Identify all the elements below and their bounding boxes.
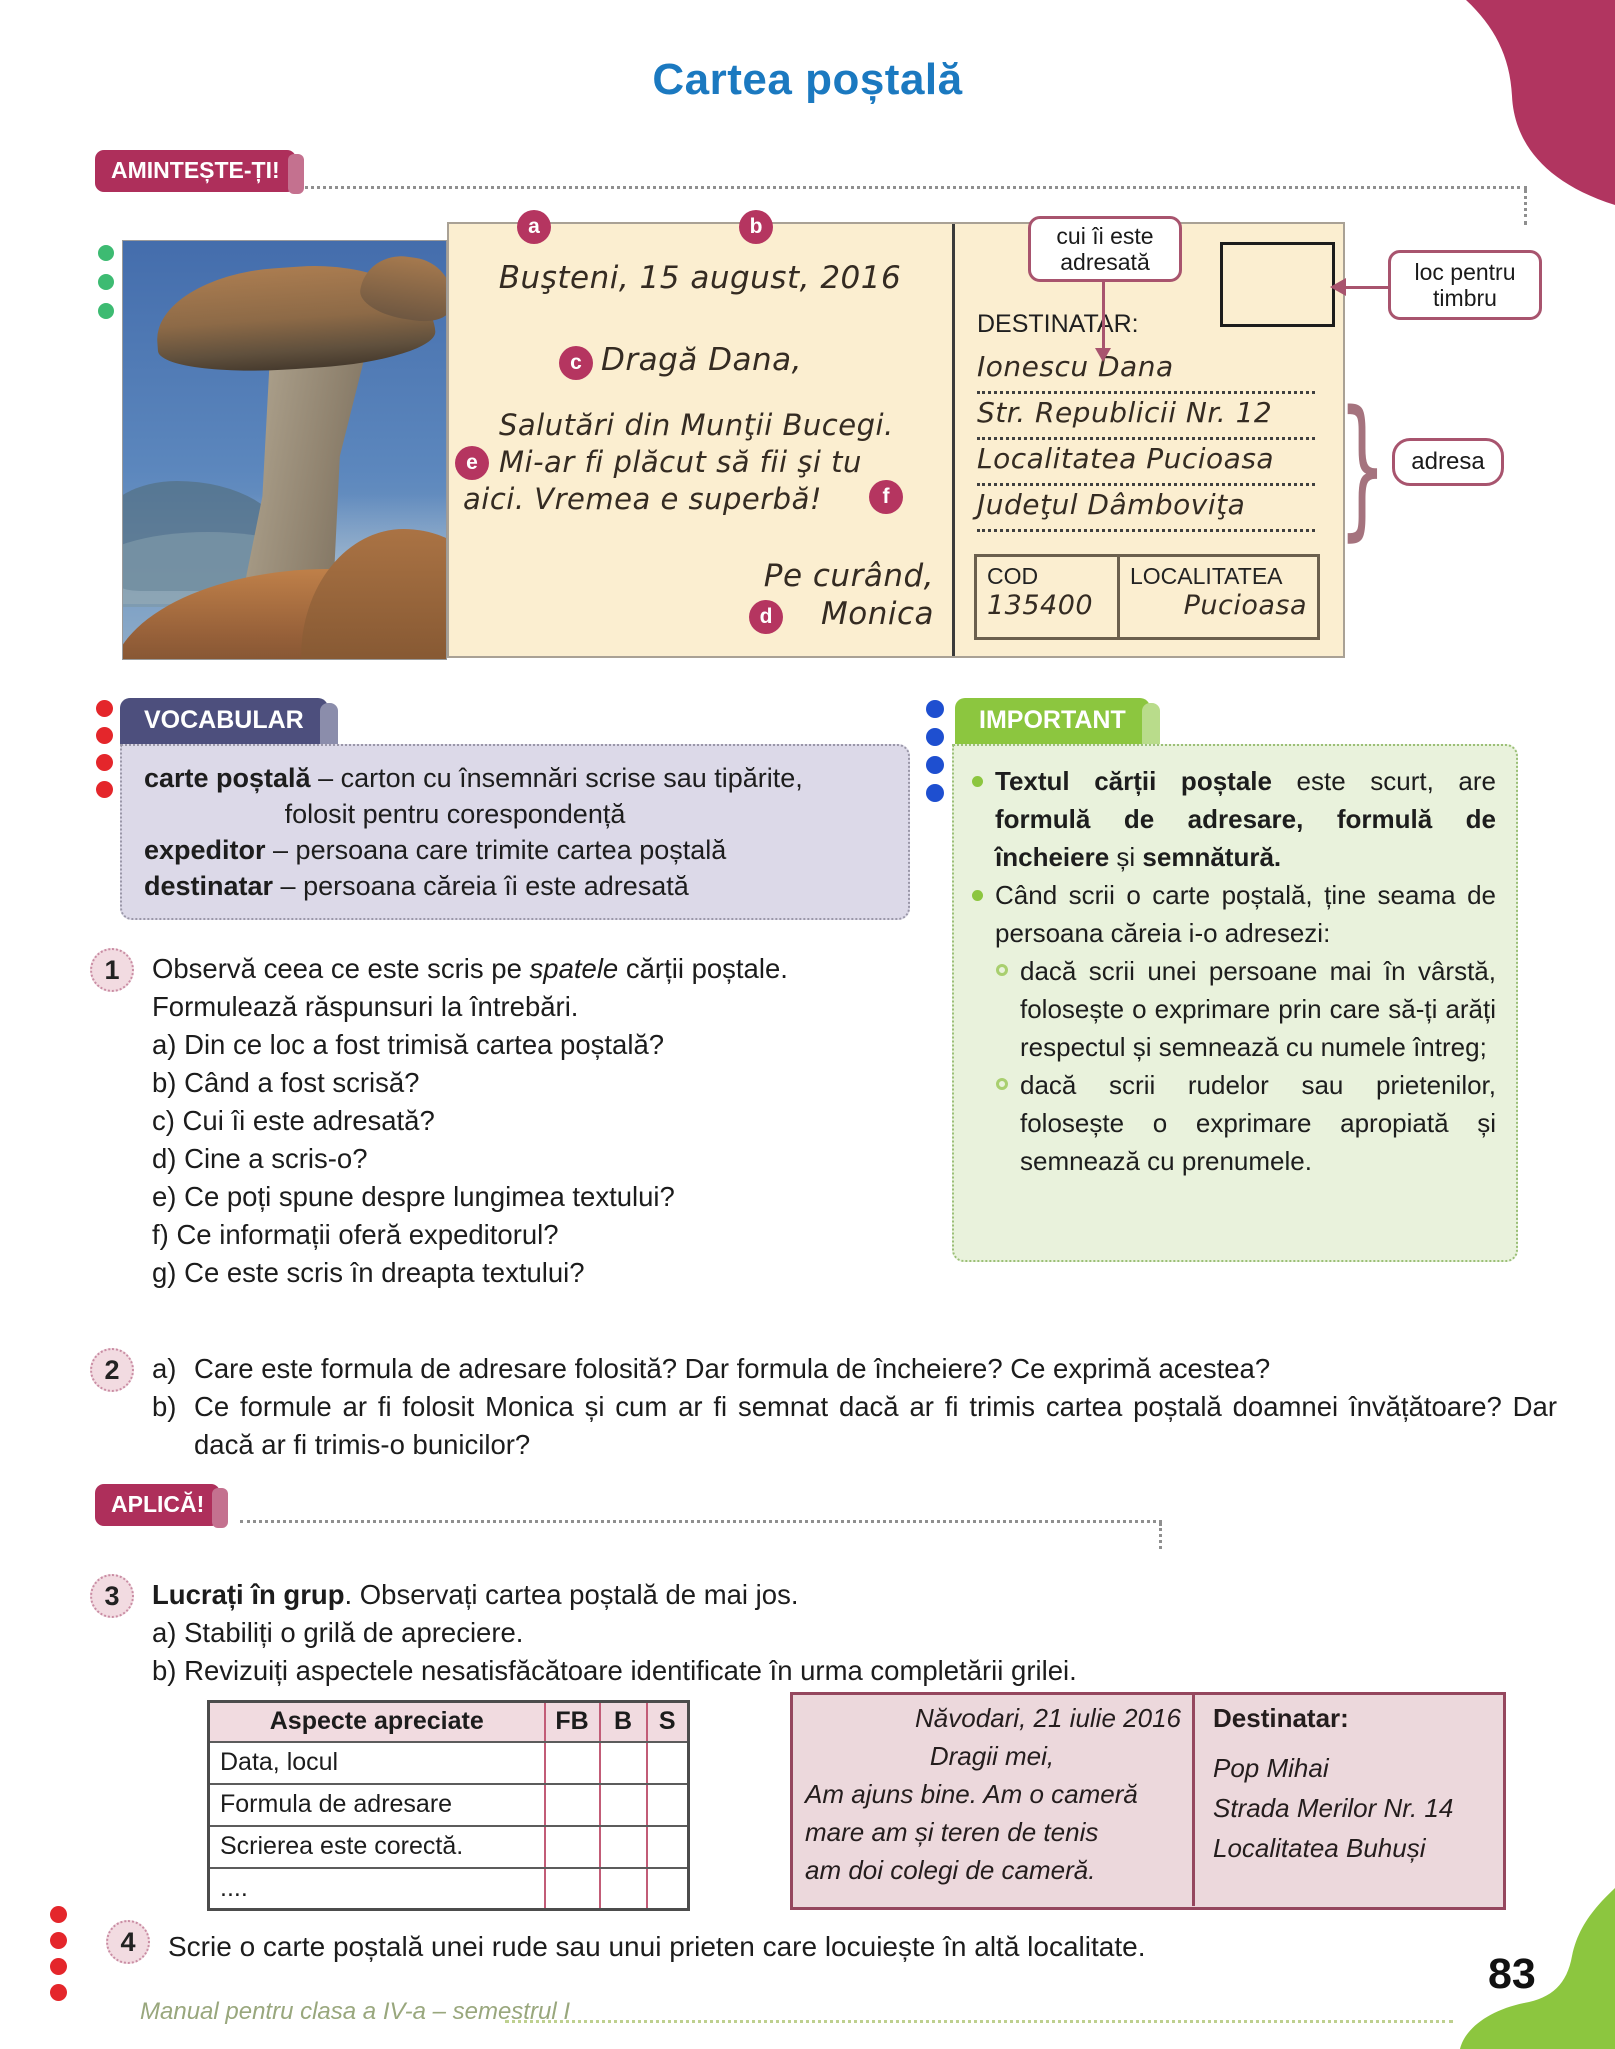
item-text: Care este formula de adresare folosită? Dar formula de încheiere? Ce exprimă acestea?	[194, 1353, 1271, 1384]
important-bullet-1-text	[995, 762, 1496, 876]
important-sub-2	[970, 1066, 1496, 1180]
postcard-example	[447, 215, 1345, 658]
green-ring-icon	[996, 964, 1008, 976]
bold-segment: Textul cărții poștale	[995, 766, 1272, 796]
remember-dotted-rule	[292, 186, 1527, 189]
cod-value: 135400	[987, 590, 1094, 621]
stamp-arrow-head	[1330, 278, 1346, 296]
localitatea-label: LOCALITATEA	[1130, 563, 1283, 589]
green-bullet-icon	[972, 776, 983, 787]
grid-row	[209, 1742, 689, 1784]
exercise-2-qa	[152, 1350, 1557, 1388]
postcard2-addr-street: Strada Merilor Nr. 14	[1213, 1793, 1454, 1823]
text-segment: . Observați cartea poștală de mai jos.	[344, 1579, 799, 1610]
callout-stamp-place: loc pentru timbru	[1388, 250, 1542, 320]
vocab-term: carte poștală	[144, 763, 311, 793]
italic-segment: spatele	[529, 953, 619, 984]
vocab-entry-3	[144, 868, 886, 904]
grid-header: Aspecte apreciate	[209, 1702, 545, 1742]
exercise-3-qa: a) Stabiliți o grilă de apreciere.	[152, 1617, 524, 1648]
callout-address: adresa	[1392, 438, 1504, 486]
text-segment: cărții poștale.	[618, 953, 788, 984]
grid-cell: Scrierea este corectă.	[209, 1826, 545, 1868]
vocab-def: – carton cu însemnări scrise sau tipărite,	[310, 763, 803, 793]
exercise-1	[152, 950, 792, 1292]
exercise-1-qd: d) Cine a scris-o?	[152, 1143, 368, 1174]
exercise-1-qb: b) Când a fost scrisă?	[152, 1067, 420, 1098]
page-number: 83	[1488, 1950, 1536, 1998]
postcard2-addr-name: Pop Mihai	[1213, 1753, 1329, 1783]
vocab-def: – persoana care trimite cartea poștală	[265, 835, 727, 865]
grid-header: B	[600, 1702, 647, 1742]
callout-addressee: cui îi este adresată	[1028, 216, 1182, 282]
green-bullet-icon	[972, 890, 983, 901]
marker-e: e	[455, 446, 489, 480]
exercise-2	[152, 1350, 1557, 1464]
marker-d: d	[749, 600, 783, 634]
postcard-greeting: Dragă Dana,	[601, 342, 803, 378]
bullet-dot-blue	[926, 756, 944, 774]
remember-section-badge: AMINTEȘTE-ȚI!	[95, 150, 296, 192]
vocab-section-title: VOCABULAR	[120, 698, 328, 744]
postcard-body-line2: Mi-ar fi plăcut să fii şi tu	[499, 445, 862, 479]
marker-c: c	[559, 346, 593, 380]
exercise-3-number: 3	[90, 1574, 134, 1618]
grid-header: FB	[545, 1702, 600, 1742]
postcard2-destinatar-label: Destinatar:	[1213, 1703, 1349, 1733]
bullet-dot-green	[98, 274, 114, 290]
important-bullet-1	[970, 762, 1496, 876]
bullet-dot-red	[96, 754, 113, 771]
vocab-entry-1b: folosit pentru corespondență	[284, 799, 626, 829]
vocab-term: expeditor	[144, 835, 266, 865]
vocab-box	[120, 744, 910, 920]
addressee-name: Ionescu Dana	[977, 350, 1315, 394]
exercise-1-qa: a) Din ce loc a fost trimisă cartea poștală?	[152, 1029, 665, 1060]
address-brace: }	[1338, 378, 1387, 555]
bullet-dot-red	[96, 700, 113, 717]
important-bullet-2-text: Când scrii o carte poștală, ține seama de persoana căreia i-o adresezi:	[995, 880, 1496, 948]
exercise-1-qg: g) Ce este scris în dreapta textului?	[152, 1257, 585, 1288]
marker-a: a	[517, 210, 551, 244]
bold-segment: formulă de adresare, formulă de încheiere	[995, 804, 1496, 872]
exercise-1-qc: c) Cui îi este adresată?	[152, 1105, 435, 1136]
page-title: Cartea poștală	[652, 55, 963, 104]
apply-dotted-rule	[240, 1520, 1162, 1523]
cod-label: COD	[987, 563, 1039, 589]
text-segment: și	[1109, 842, 1143, 872]
marker-b: b	[739, 210, 773, 244]
text-segment: este scurt, are	[1271, 766, 1496, 796]
grid-cell-empty	[647, 1742, 689, 1784]
green-ring-icon	[996, 1078, 1008, 1090]
exercise-4-number: 4	[106, 1920, 150, 1964]
item-text: Ce formule ar fi folosit Monica și cum ar fi semnat dacă ar fi trimis cartea poștală doamnei învățătoare? Dar dacă ar fi trimis-o bunicilor?	[194, 1391, 1557, 1460]
postcard-body-line3: aici. Vremea e superbă!	[463, 482, 822, 516]
exercise-3-qb: b) Revizuiți aspectele nesatisfăcătoare identificate în urma completării grilei.	[152, 1655, 1077, 1686]
bullet-dot-red	[96, 781, 113, 798]
exercise-2-number: 2	[90, 1348, 134, 1392]
grid-cell-empty	[600, 1742, 647, 1784]
bullet-dot-green	[98, 303, 114, 319]
important-box	[952, 744, 1518, 1262]
grid-header: S	[647, 1702, 689, 1742]
addressee-arrow-head	[1095, 348, 1111, 362]
postcard-body-line1: Salutări din Munţii Bucegi.	[499, 408, 894, 442]
addressee-city: Localitatea Pucioasa	[977, 442, 1315, 486]
text-segment: Observă ceea ce este scris pe	[152, 953, 530, 984]
grid-cell: Data, locul	[209, 1742, 545, 1784]
localitatea-value: Pucioasa	[1183, 590, 1307, 621]
important-bullet-2	[970, 876, 1496, 952]
postcard-date: Buşteni, 15 august, 2016	[498, 260, 902, 296]
destinatar-label: DESTINATAR:	[977, 310, 1139, 338]
grid-cell: Formula de adresare	[209, 1784, 545, 1826]
important-sub-1-text: dacă scrii unei persoane mai în vârstă, folosește o exprimare prin care să-ți arăți respectul și semnează cu numele întreg;	[1020, 956, 1496, 1062]
vocab-entry-1	[144, 760, 886, 796]
postcard-divider	[952, 224, 955, 656]
corner-ornament-top	[0, 0, 1615, 260]
bold-segment: semnătură.	[1142, 842, 1282, 872]
exercise-3-intro	[152, 1576, 1252, 1614]
grid-cell: ....	[209, 1868, 545, 1910]
exercise-1-qe: e) Ce poți spune despre lungimea textului?	[152, 1181, 675, 1212]
postcard2-body-line3: am doi colegi de cameră.	[805, 1855, 1096, 1885]
exercise-1-intro	[152, 950, 792, 988]
exercise-3	[152, 1576, 1252, 1690]
postal-code-box	[974, 554, 1320, 640]
postal-code-cell	[977, 557, 1120, 637]
footer-manual-label: Manual pentru clasa a IV-a – semestrul I	[140, 1998, 570, 2025]
important-section-title: IMPORTANT	[955, 698, 1150, 744]
stamp-arrow-line	[1346, 286, 1388, 289]
postcard-signature: Monica	[820, 596, 934, 632]
important-sub-2-text: dacă scrii rudelor sau prietenilor, folosește o exprimare apropiată și semnează cu prenumele.	[1020, 1070, 1496, 1176]
bullet-dot-blue	[926, 784, 944, 802]
addressee-county: Judeţul Dâmboviţa	[977, 488, 1315, 532]
localitatea-cell	[1120, 557, 1317, 637]
corner-ornament-bottom	[0, 1789, 1615, 2049]
item-label: b)	[152, 1391, 177, 1422]
bullet-dot-green	[98, 245, 114, 261]
exercise-1-intro2: Formulează răspunsuri la întrebări.	[152, 991, 579, 1022]
grid-header-row	[209, 1702, 689, 1742]
vocab-def: – persoana căreia îi este adresată	[273, 871, 689, 901]
bullet-dot-blue	[926, 728, 944, 746]
addressee-street: Str. Republicii Nr. 12	[977, 396, 1315, 440]
postcard2-addr-city: Localitatea Buhuși	[1213, 1833, 1426, 1863]
exercise-1-qf: f) Ce informații oferă expeditorul?	[152, 1219, 559, 1250]
addressee-arrow-line	[1102, 282, 1105, 348]
postcard2-body-line2: mare am și teren de tenis	[805, 1817, 1099, 1847]
postcard-closing: Pe curând,	[763, 558, 934, 594]
grid-cell-empty	[545, 1742, 600, 1784]
apply-dotted-rule-tail	[1159, 1523, 1162, 1549]
bullet-dot-red	[96, 727, 113, 744]
apply-section-badge: APLICĂ!	[95, 1484, 220, 1526]
item-label: a)	[152, 1353, 177, 1384]
marker-f: f	[869, 480, 903, 514]
postcard2-greeting: Dragii mei,	[929, 1741, 1055, 1771]
vocab-term: destinatar	[144, 871, 274, 901]
vocab-entry-2	[144, 832, 886, 868]
photo-babele-rock	[122, 240, 447, 660]
exercise-4: Scrie o carte poștală unei rude sau unui prieten care locuiește în altă localitate.	[168, 1931, 1146, 1962]
remember-dotted-rule-tail	[1524, 189, 1527, 225]
postcard2-body-line1: Am ajuns bine. Am o cameră	[805, 1779, 1138, 1809]
exercise-1-number: 1	[90, 948, 134, 992]
bold-segment: Lucrați în grup	[152, 1579, 345, 1610]
postcard2-date: Năvodari, 21 iulie 2016	[915, 1703, 1181, 1733]
stamp-box	[1220, 242, 1335, 327]
bullet-dot-blue	[926, 700, 944, 718]
important-sub-1	[970, 952, 1496, 1066]
exercise-2-qb	[152, 1388, 1557, 1464]
